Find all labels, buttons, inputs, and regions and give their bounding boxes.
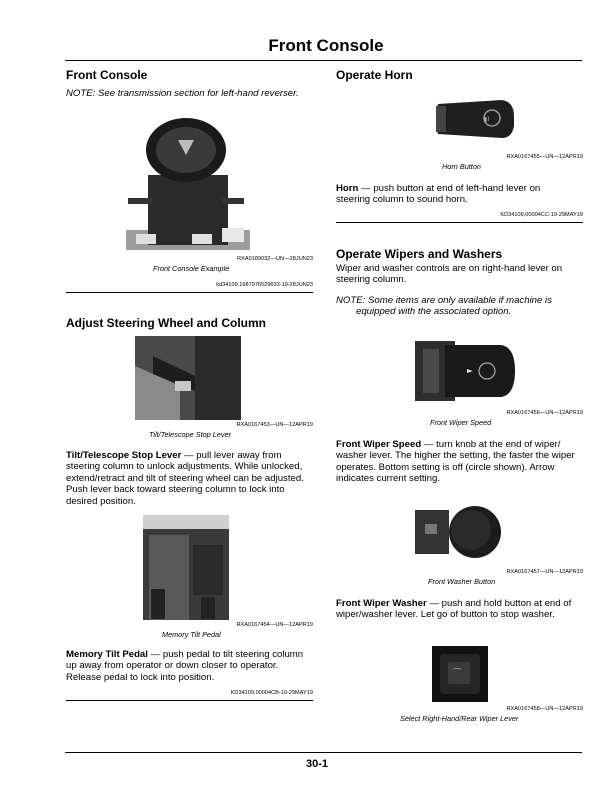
wiper-speed-line-1: — turn knob at the end of wiper/ (421, 439, 561, 450)
adjust-steering-heading: Adjust Steering Wheel and Column (66, 316, 267, 330)
horn-line-1: — push button at end of left-hand lever on (358, 183, 541, 194)
page-title: Front Console (268, 36, 384, 55)
wiper-speed-term: Front Wiper Speed (336, 439, 422, 450)
front-console-image (118, 100, 258, 252)
washer-figure-ref: RXA0167457—UN—12APR19 (506, 569, 583, 575)
tilt-telescope-caption: Tilt/Telescope Stop Lever (149, 430, 232, 439)
horn-rule (336, 222, 583, 223)
tilt-telescope-line-3: extend/retract and tilt of steering wheel can be adjusted. (66, 472, 304, 484)
title-rule (65, 60, 582, 61)
page-number: 30-1 (306, 758, 329, 770)
washer-paragraph (336, 598, 586, 621)
wipers-note-line-1: NOTE: Some items are only available if machine is (336, 295, 552, 306)
front-console-code: kd34109,1687976529633-19-28JUN23 (216, 282, 313, 288)
tilt-telescope-lever-image (135, 336, 241, 420)
washer-caption: Front Washer Button (428, 577, 496, 586)
wiper-speed-line-2: washer lever. The higher the setting, the faster the wiper (336, 450, 575, 462)
front-wiper-speed-image (415, 341, 521, 401)
horn-term: Horn (336, 183, 359, 194)
wipers-note-line-2: equipped with the associated option. (356, 306, 512, 318)
front-console-note: NOTE: See transmission section for left-hand reverser. (66, 88, 299, 99)
memory-tilt-pedal-image (143, 515, 229, 620)
horn-paragraph (336, 183, 586, 206)
wiper-speed-line-3: operates. Bottom setting is off (circle shown). Arrow (336, 461, 555, 473)
svg-text:⌒: ⌒ (452, 669, 462, 680)
footer-rule (65, 752, 582, 753)
washer-line-2: wiper/washer lever. Let go of button to stop washer. (336, 609, 555, 621)
wiper-speed-paragraph (336, 439, 586, 485)
adjust-steering-code: KD34109,00004CB-19-29MAY19 (230, 690, 313, 696)
front-console-rule (66, 292, 313, 293)
horn-button-image (432, 96, 520, 142)
rear-wiper-figure-ref: RXA0167458—UN—12APR19 (506, 706, 583, 712)
memory-tilt-paragraph (66, 649, 316, 683)
tilt-telescope-paragraph (66, 450, 316, 507)
memory-tilt-term: Memory Tilt Pedal (66, 649, 148, 660)
operate-wipers-heading: Operate Wipers and Washers (336, 247, 503, 261)
rear-wiper-caption: Select Right-Hand/Rear Wiper Lever (400, 714, 519, 723)
tilt-telescope-term: Tilt/Telescope Stop Lever (66, 450, 182, 461)
svg-text:◖): ◖) (484, 116, 490, 123)
front-console-figure-ref: RXA0189032—UN—28JUN23 (237, 256, 313, 262)
adjust-steering-rule (66, 700, 313, 701)
rear-wiper-lever-image (432, 646, 488, 702)
washer-term: Front Wiper Washer (336, 598, 427, 609)
horn-code: KD34109,00004CC-19-29MAY19 (500, 212, 583, 218)
wipers-intro-line-2: steering column. (336, 274, 407, 286)
front-washer-button-image (415, 504, 521, 560)
memory-tilt-caption: Memory Tilt Pedal (162, 630, 221, 639)
front-console-caption: Front Console Example (153, 264, 230, 273)
horn-figure-ref: RXA0167455—UN—12APR19 (506, 154, 583, 160)
washer-line-1: — push and hold button at end of (426, 598, 572, 609)
horn-line-2: steering column to sound horn. (336, 194, 468, 206)
wipers-intro-line-1: Wiper and washer controls are on right-hand lever on (336, 263, 563, 274)
operate-horn-heading: Operate Horn (336, 68, 413, 82)
memory-tilt-figure-ref: RXA0167454—UN—12APR19 (236, 622, 313, 628)
wiper-speed-caption: Front Wiper Speed (430, 418, 492, 427)
tilt-telescope-line-5: desired position. (66, 495, 136, 507)
memory-tilt-line-1: — push pedal to tilt steering column (147, 649, 304, 660)
tilt-telescope-line-1: — pull lever away from (181, 450, 282, 461)
front-console-heading: Front Console (66, 68, 148, 82)
tilt-telescope-line-4: Push lever back toward steering column to lock into (66, 484, 285, 496)
wiper-speed-line-4: indicates current setting. (336, 473, 440, 485)
memory-tilt-line-3: Release pedal to lock into position. (66, 671, 215, 683)
tilt-telescope-line-2: steering column to unlock adjustments. While unlocked, (66, 461, 303, 473)
wipers-note (336, 295, 586, 318)
memory-tilt-line-2: up away from operator or down closer to operator. (66, 660, 279, 672)
wipers-intro (336, 263, 586, 286)
tilt-telescope-figure-ref: RXA0167453—UN—12APR19 (236, 422, 313, 428)
wiper-speed-figure-ref: RXA0167456—UN—12APR19 (506, 410, 583, 416)
horn-caption: Horn Button (442, 162, 481, 171)
